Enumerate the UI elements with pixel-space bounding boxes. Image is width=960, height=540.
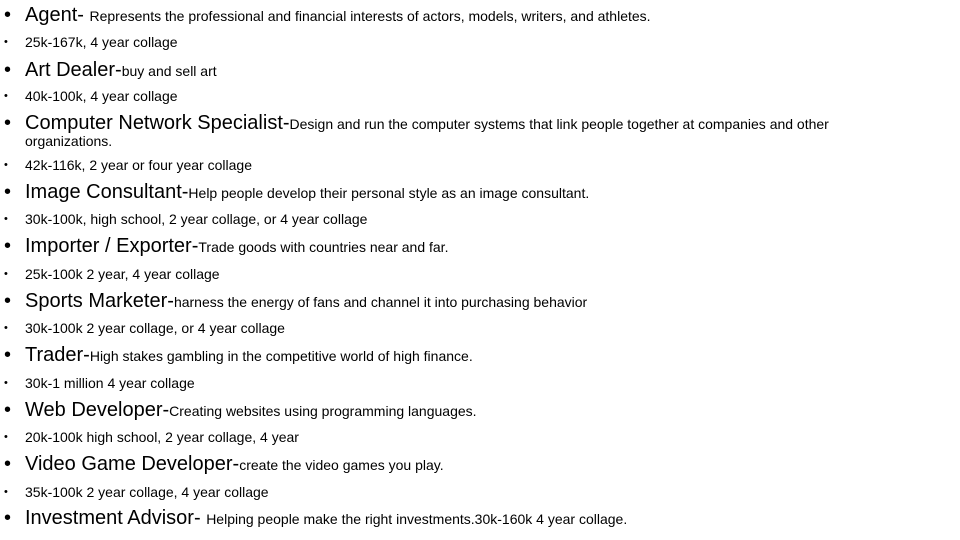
- career-description: Represents the professional and financial interests of actors, models, writers, and athletes.: [89, 8, 651, 24]
- bullet-icon: •: [4, 36, 8, 48]
- bullet-icon: •: [4, 90, 8, 102]
- bullet-icon: •: [4, 268, 8, 280]
- career-description-continued: organizations.: [25, 133, 113, 149]
- career-title: Web Developer-: [25, 399, 170, 421]
- salary-education: 30k-100k, high school, 2 year collage, or 4 year collage: [25, 211, 368, 227]
- career-description: Creating websites using programming languages.: [169, 403, 477, 419]
- bullet-icon: •: [4, 59, 12, 81]
- bullet-icon: •: [4, 112, 12, 134]
- bullet-icon: •: [4, 4, 12, 26]
- career-title: Video Game Developer-: [25, 453, 240, 475]
- bullet-icon: •: [4, 213, 8, 225]
- salary-education: 40k-100k, 4 year collage: [25, 88, 178, 104]
- bullet-icon: •: [4, 486, 8, 498]
- bullet-icon: •: [4, 507, 12, 529]
- salary-education: 35k-100k 2 year collage, 4 year collage: [25, 484, 269, 500]
- career-title: Image Consultant-: [25, 181, 189, 203]
- bullet-icon: •: [4, 344, 12, 366]
- bullet-icon: •: [4, 290, 12, 312]
- career-title: Investment Advisor-: [25, 507, 207, 529]
- bullet-icon: •: [4, 377, 8, 389]
- career-title: Importer / Exporter-: [25, 235, 199, 257]
- career-description: buy and sell art: [121, 63, 217, 79]
- career-title: Trader-: [25, 344, 90, 366]
- career-title: Agent-: [25, 4, 90, 26]
- salary-education: 30k-100k 2 year collage, or 4 year collage: [25, 320, 285, 336]
- salary-education: 42k-116k, 2 year or four year collage: [25, 157, 252, 173]
- career-description: Helping people make the right investments.30k-160k 4 year collage.: [206, 511, 628, 527]
- bullet-icon: •: [4, 235, 12, 257]
- career-description: Help people develop their personal style as an image consultant.: [188, 185, 590, 201]
- salary-education: 25k-100k 2 year, 4 year collage: [25, 266, 220, 282]
- bullet-icon: •: [4, 181, 12, 203]
- salary-education: 30k-1 million 4 year collage: [25, 375, 195, 391]
- salary-education: 25k-167k, 4 year collage: [25, 34, 178, 50]
- career-description: Trade goods with countries near and far.: [198, 239, 449, 255]
- bullet-icon: •: [4, 399, 12, 421]
- bullet-icon: •: [4, 159, 8, 171]
- bullet-icon: •: [4, 322, 8, 334]
- bullet-icon: •: [4, 453, 12, 475]
- career-title: Art Dealer-: [25, 59, 122, 81]
- career-title: Computer Network Specialist-: [25, 112, 290, 134]
- career-description: harness the energy of fans and channel it into purchasing behavior: [173, 294, 588, 310]
- career-description: create the video games you play.: [239, 457, 444, 473]
- career-description: Design and run the computer systems that link people together at companies and other: [289, 116, 829, 132]
- bullet-icon: •: [4, 431, 8, 443]
- salary-education: 20k-100k high school, 2 year collage, 4 year: [25, 429, 299, 445]
- career-title: Sports Marketer-: [25, 290, 174, 312]
- career-description: High stakes gambling in the competitive world of high finance.: [89, 348, 473, 364]
